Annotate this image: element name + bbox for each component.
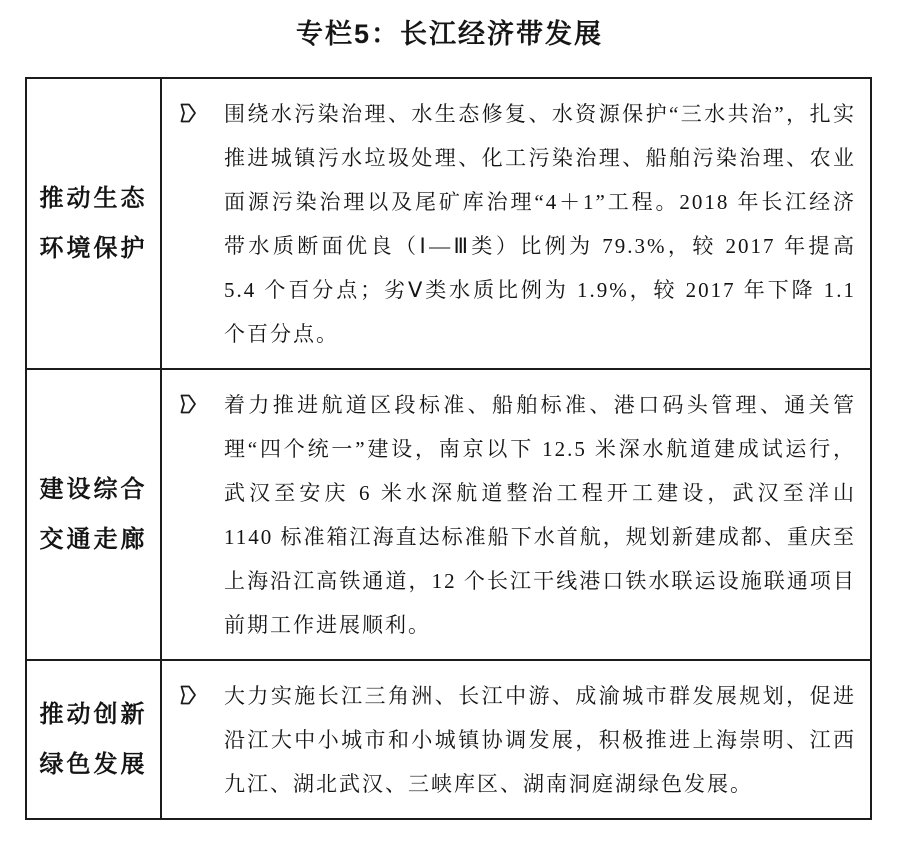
row-label-line: 环境保护 (39, 234, 148, 262)
table-row-green-dev (27, 661, 870, 818)
row-content-transport (162, 370, 870, 659)
row-content-green-dev (162, 661, 870, 818)
table-row-transport (27, 370, 870, 661)
right-arrow-pentagon-icon (179, 683, 197, 707)
row-label-line: 建设综合 (39, 475, 148, 503)
row-label-line: 推动生态 (39, 184, 148, 212)
row-label-line: 交通走廊 (39, 525, 148, 553)
table-row-ecology (27, 79, 870, 370)
row-label-green-dev (27, 661, 162, 818)
right-arrow-pentagon-icon (179, 392, 197, 416)
row-content-text: 着力推进航道区段标准、船舶标准、港口码头管理、通关管理“四个统一”建设，南京以下 12.5 米深水航道建成试运行，武汉至安庆 6 米水深航道整治工程开工建设，武汉至洋山 1140 标准箱江海直达标准船下水首航，规划新建成都、重庆至上海沿江高铁通道，12 个长江干线港口铁水联运设施联通项目前期工作进展顺利。 (224, 393, 856, 637)
feature-box-table (25, 77, 872, 820)
row-label-line: 绿色发展 (39, 750, 148, 778)
row-label-line: 推动创新 (39, 700, 148, 728)
row-label-transport (27, 370, 162, 659)
right-arrow-pentagon-icon (179, 101, 197, 125)
row-content-text: 围绕水污染治理、水生态修复、水资源保护“三水共治”，扎实推进城镇污水垃圾处理、化工污染治理、船舶污染治理、农业面源污染治理以及尾矿库治理“4＋1”工程。2018 年长江经济带水质断面优良（Ⅰ—Ⅲ类）比例为 79.3%，较 2017 年提高 5.4 个百分点；劣Ⅴ类水质比例为 1.9%，较 2017 年下降 1.1 个百分点。 (224, 102, 856, 346)
page-title: 专栏5：长江经济带发展 (295, 19, 604, 49)
row-label-ecology (27, 79, 162, 368)
row-content-text: 大力实施长江三角洲、长江中游、成渝城市群发展规划，促进沿江大中小城市和小城镇协调发展，积极推进上海崇明、江西九江、湖北武汉、三峡库区、湖南洞庭湖绿色发展。 (224, 684, 856, 796)
row-content-ecology (162, 79, 870, 368)
